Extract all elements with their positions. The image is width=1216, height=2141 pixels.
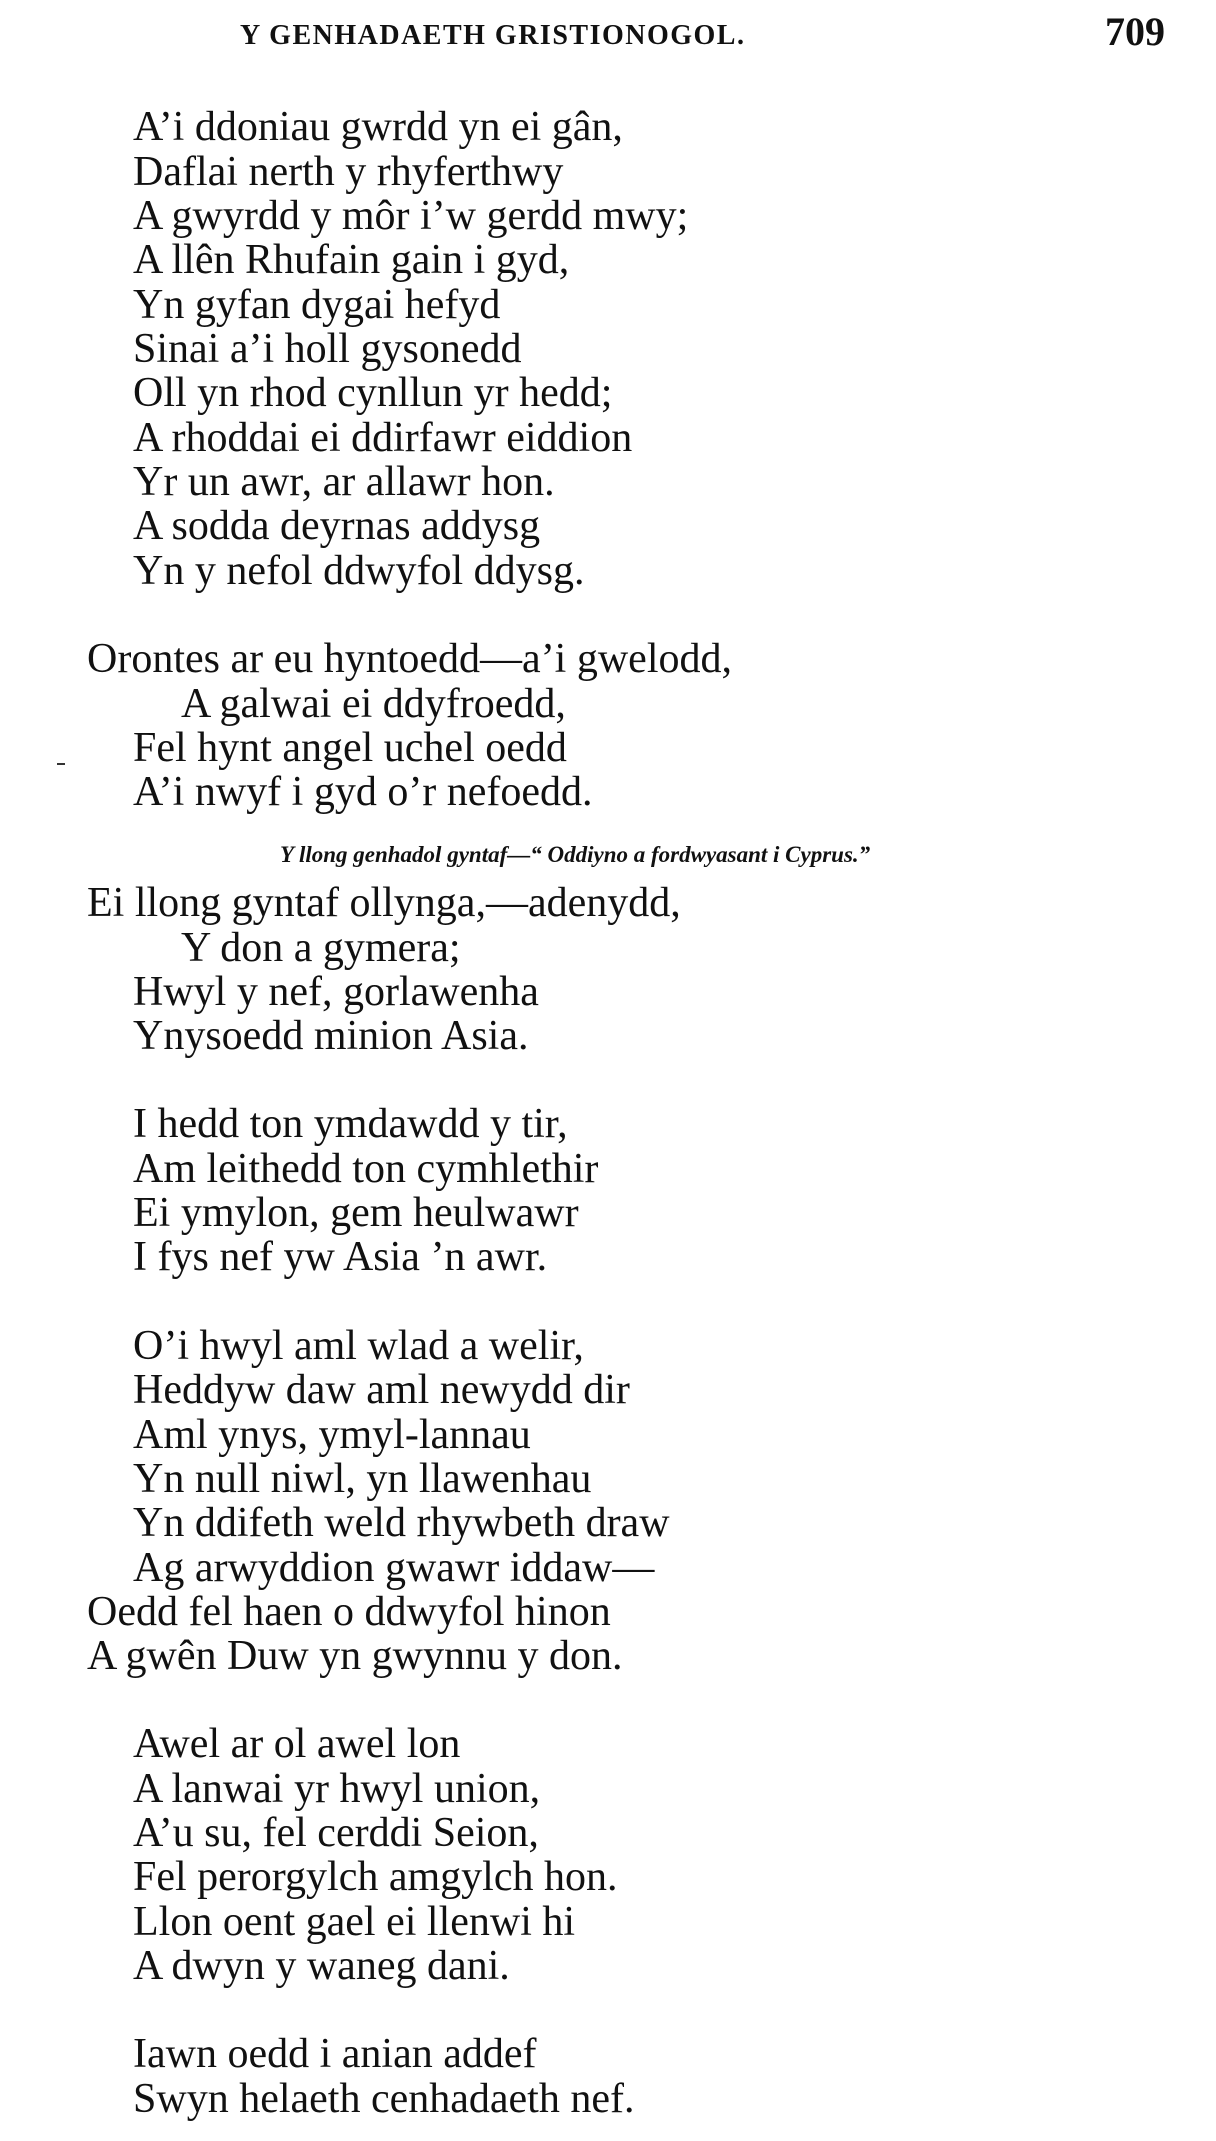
poem-line: A lanwai yr hwyl union,: [133, 1766, 541, 1812]
poem-line: Am leithedd ton cymhlethir: [133, 1146, 599, 1192]
printing-mark: [57, 763, 65, 765]
poem-line: A rhoddai ei ddirfawr eiddion: [133, 415, 633, 461]
poem-line: A gwyrdd y môr i’w gerdd mwy;: [133, 193, 689, 239]
poem-line: A dwyn y waneg dani.: [133, 1943, 510, 1989]
poem-line: Y don a gymera;: [181, 925, 461, 971]
poem-line: A’u su, fel cerddi Seion,: [133, 1810, 539, 1856]
poem-line: Swyn helaeth cenhadaeth nef.: [133, 2076, 635, 2122]
poem-line: Yn ddifeth weld rhywbeth draw: [133, 1500, 670, 1546]
poem-line: Fel perorgylch amgylch hon.: [133, 1854, 618, 1900]
poem-line: Yn y nefol ddwyfol ddysg.: [133, 548, 585, 594]
poem-line: Yn gyfan dygai hefyd: [133, 282, 501, 328]
poem-line: Awel ar ol awel lon: [133, 1721, 461, 1767]
page-number: 709: [1105, 9, 1165, 54]
poem-line: Ei ymylon, gem heulwawr: [133, 1190, 579, 1236]
poem-line: A galwai ei ddyfroedd,: [181, 681, 566, 727]
poem-line: Oedd fel haen o ddwyfol hinon: [87, 1589, 611, 1635]
poem-line: A gwên Duw yn gwynnu y don.: [87, 1633, 623, 1679]
poem-line: Hwyl y nef, gorlawenha: [133, 969, 539, 1015]
poem-line: Orontes ar eu hyntoedd—a’i gwelodd,: [87, 636, 732, 682]
poem-line: I fys nef yw Asia ’n awr.: [133, 1234, 548, 1280]
poem-line: Yr un awr, ar allawr hon.: [133, 459, 555, 505]
poem-line: Yn null niwl, yn llawenhau: [133, 1456, 592, 1502]
poem-line: Fel hynt angel uchel oedd: [133, 725, 567, 771]
poem-line: A’i ddoniau gwrdd yn ei gân,: [133, 104, 623, 150]
poem-line: A sodda deyrnas addysg: [133, 503, 541, 549]
poem-line: A llên Rhufain gain i gyd,: [133, 237, 570, 283]
poem-line: Llon oent gael ei llenwi hi: [133, 1899, 576, 1945]
poem-line: Aml ynys, ymyl-lannau: [133, 1412, 531, 1458]
section-heading: Y llong genhadol gyntaf—“ Oddiyno a fordwyasant i Cyprus.”: [280, 842, 871, 867]
poem-line: Ei llong gyntaf ollynga,—adenydd,: [87, 880, 681, 926]
poem-line: Ag arwyddion gwawr iddaw—: [133, 1545, 655, 1591]
poem-line: O’i hwyl aml wlad a welir,: [133, 1323, 584, 1369]
poem-line: Daflai nerth y rhyferthwy: [133, 149, 564, 195]
poem-line: Ynysoedd minion Asia.: [133, 1013, 529, 1059]
poem-line: Heddyw daw aml newydd dir: [133, 1367, 630, 1413]
running-title: Y GENHADAETH GRISTIONOGOL.: [240, 20, 746, 51]
poem-line: Iawn oedd i anian addef: [133, 2031, 537, 2077]
poem-line: Sinai a’i holl gysonedd: [133, 326, 522, 372]
poem-line: I hedd ton ymdawdd y tir,: [133, 1101, 568, 1147]
poem-line: A’i nwyf i gyd o’r nefoedd.: [133, 769, 593, 815]
poem-line: Oll yn rhod cynllun yr hedd;: [133, 370, 613, 416]
